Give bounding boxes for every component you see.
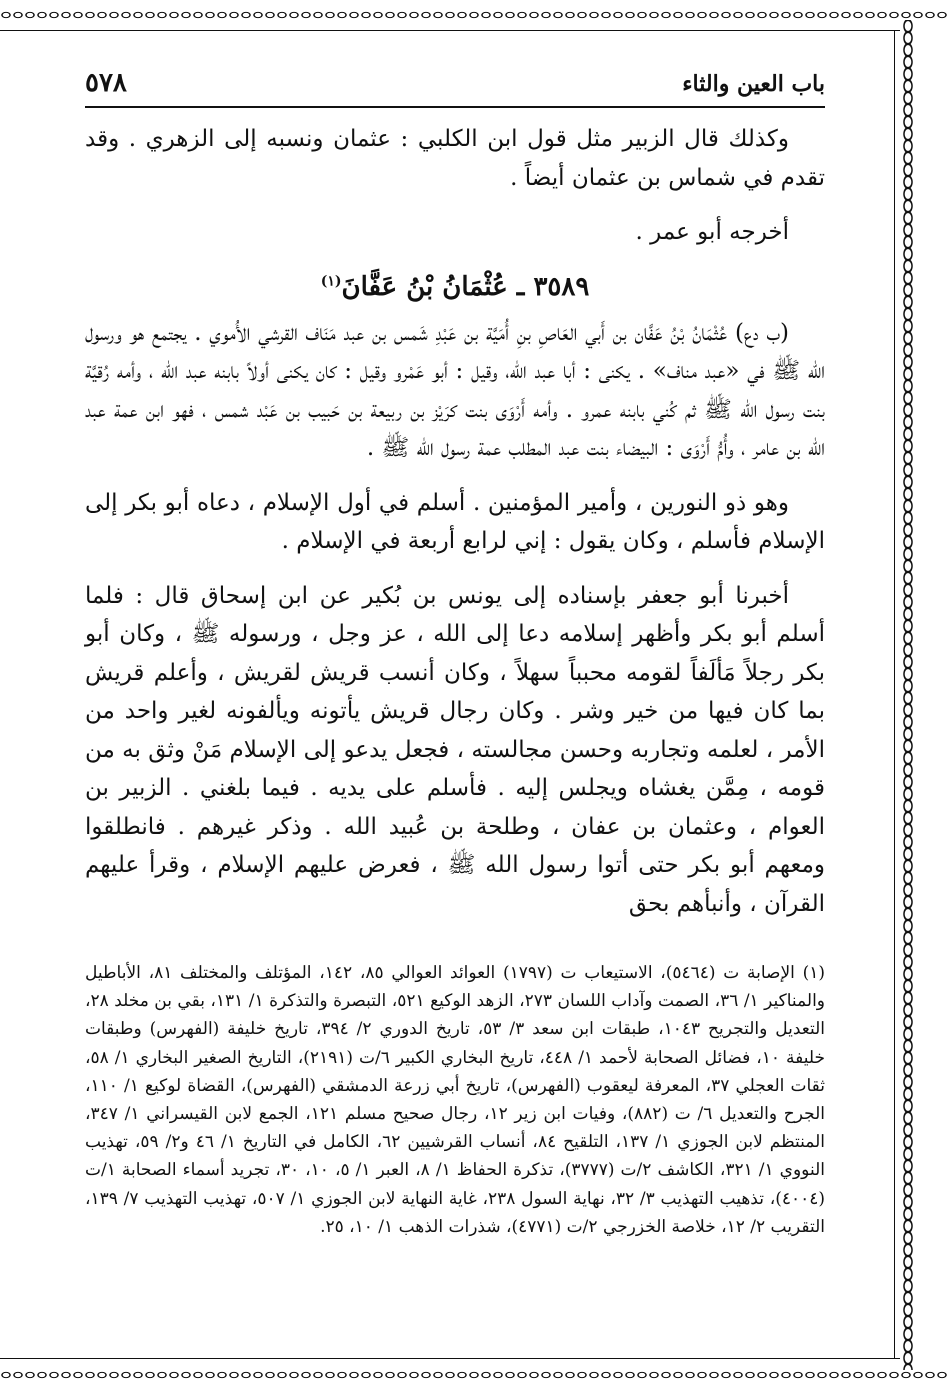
page-content [85,68,825,1241]
paragraph-3: (ب دع) عُثْمَانُ بْنُ عَفَّان بن أَبي العَاصِ بنِ أُمَيَّة بن عَبْدِ شَمس بن عبد مَنَاف القرشي الأُموي . يجتمع هو ورسول الله ﷺ في «عبد مناف» . يكنى : أبا عبد الله، وقيل : أبو عَمْرو وقيل : كان يكنى أولاً بابنه عبد الله ، وأمه رُقيَّة بنت رسول الله ﷺ ثم كُني بابنه عمرو . وأمه أَرْوَى بنت كرَيْز بن ربيعة بن حَبيب بن عَبْد شمس ، فهو ابن عمة عبد الله بن عامر ، وأُمُّ أَرْوَى : البيضاء بنت عبد المطلب عمة رسول الله ﷺ . [85,319,825,461]
entry-heading-text: ٣٥٨٩ ـ عُثْمَانُ بْنُ عَفَّانَ [341,271,590,302]
footnote-mark: (١) [320,272,342,289]
frame-line-bottom [0,1358,900,1359]
page-header [85,68,825,108]
paragraph-4: وهو ذو النورين ، وأمير المؤمنين . أسلم في أول الإسلام ، دعاه أبو بكر إلى الإسلام فأسلم ، وكان يقول : إني لرابع أربعة في الإسلام . [85,489,825,554]
frame-line-right [894,30,895,1358]
footnote: (١) الإصابة ت (٥٤٦٤)، الاستيعاب ت (١٧٩٧) العوائد العوالي ٨٥، ١٤٢، المؤتلف والمختلف ٨١، الأباطيل والمناكير ١/ ٣٦، الصمت وآداب اللسان ٢٧٣، الزهد الوكيع ٥٢١، التبصرة والتذكرة ١/ ١٣١، بقي بن مخلد ٢٨، التعديل والتجريح ١٠٤٣، طبقات ابن سعد ٣/ ٥٣، تاريخ الدوري ٢/ ٣٩٤، تاريخ خليفة (الفهرس) وطبقات خليفة ١٠، فضائل الصحابة لأحمد ١/ ٤٤٨، تاريخ البخاري الكبير ٦/ت (٢١٩١)، التاريخ الصغير البخاري ١/ ٥٨، ثقات العجلي ٣٧، المعرفة ليعقوب (الفهرس)، تاريخ أبي زرعة الدمشقي (الفهرس)، القضاة لوكيع ١/ ١١٠، الجرح والتعديل ٦/ ت (٨٨٢)، وفيات ابن زير ١٢، رجال صحيح مسلم ١٢١، الجمع لابن القيسراني ١/ ٣٤٧، المنتظم لابن الجوزي ١/ ١٣٧، التلقيح ٨٤، أنساب القرشيين ٦٢، الكامل في التاريخ ١/ ٤٦ و٢/ ٥٩، تهذيب النووي ١/ ٣٢١، الكاشف ٢/ت (٣٧٧٧)، تذكرة الحفاظ ١/ ٨، العبر ١/ ٥، ١٠، ٣٠، تجريد أسماء الصحابة ١/ت (٤٠٠٤)، تذهيب التهذيب ٣/ ٣٢، نهاية السول ٢٣٨، غاية النهاية لابن الجوزي ١/ ٥٠٧، تهذيب التهذيب ٧/ ١٣٩، التقريب ٢/ ١٢، خلاصة الخزرجي ٢/ت (٤٧٧١)، شذرات الذهب ١/ ١٠، ٢٥. [85,963,826,1237]
ornamental-border-right [897,20,919,1370]
page-number: ٥٧٨ [85,68,127,98]
ornamental-border-top [0,4,949,26]
entry-heading [85,272,825,302]
paragraph-5: أخبرنا أبو جعفر بإسناده إلى يونس بن بُكير عن ابن إسحاق قال : فلما أسلم أبو بكر وأظهر إسلامه دعا إلى الله ، عز وجل ، ورسوله ﷺ ، وكان أبو بكر رجلاً مَألَفاً لقومه محبباً سهلاً ، وكان أنسب قريش لقريش ، وأعلم قريش بما كان فيها من خير وشر . وكان رجال قريش يأتونه ويألفونه لغير واحد من الأمر ، لعلمه وتجاربه وحسن مجالسته ، فجعل يدعو إلى الإسلام مَنْ وثق به من قومه ، مِمَّن يغشاه ويجلس إليه . فأسلم على يديه . فيما بلغني . الزبير بن العوام ، وعثمان بن عفان ، وطلحة بن عُبيد الله . وذكر غيرهم . فانطلقوا ومعهم أبو بكر حتى أتوا رسول الله ﷺ ، فعرض عليهم الإسلام ، وقرأ عليهم القرآن ، وأنبأهم بحق [85,582,825,917]
paragraph-1: وكذلك قال الزبير مثل قول ابن الكلبي : عثمان ونسبه إلى الزهري . وقد تقدم في شماس بن عثمان أيضاً . [85,126,825,191]
paragraph-2: أخرجه أبو عمر . [635,219,789,245]
chapter-title: باب العين والثاء [682,71,825,97]
frame-line-top [0,30,900,31]
ornamental-border-bottom [0,1364,949,1386]
